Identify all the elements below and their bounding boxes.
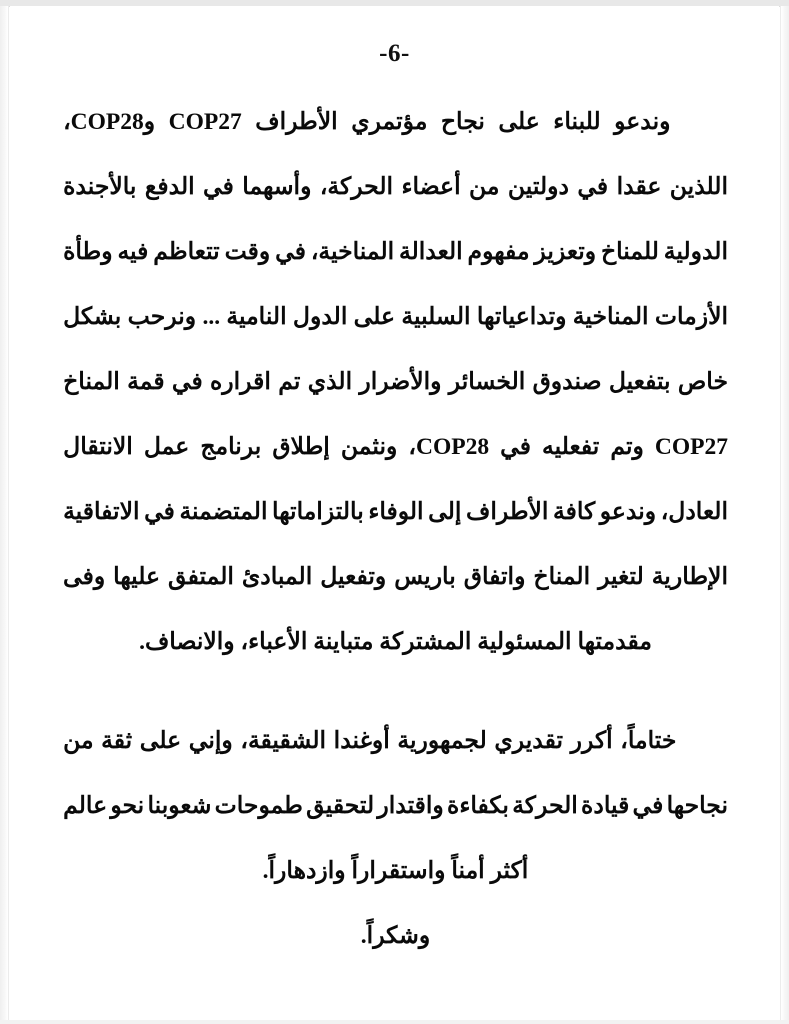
word: تفعليه (542, 434, 600, 460)
word: وأسهما (242, 174, 312, 200)
word: ... (202, 304, 221, 330)
document-line (63, 415, 728, 480)
word: والأضرار (359, 369, 442, 395)
word: شعوبنا (147, 793, 212, 819)
word: قيادة (581, 793, 630, 819)
word: في (203, 174, 234, 200)
word: بكفاءة (447, 793, 509, 819)
word: المناخ (533, 564, 591, 590)
viewer-bottom-edge (0, 1020, 789, 1024)
word: الأطراف (255, 109, 338, 135)
word: في (171, 369, 203, 395)
word: الأزمات (654, 304, 728, 330)
word: العادل، (660, 499, 728, 525)
document-sheet (10, 6, 779, 1020)
word: الذي (307, 369, 353, 395)
word: في (632, 793, 664, 819)
word: لجمهورية (397, 728, 487, 754)
word: اللذين (669, 174, 728, 200)
word: في (144, 499, 175, 525)
word: على (139, 728, 182, 754)
word: وتعزيز (534, 239, 597, 265)
document-line (63, 480, 728, 545)
word: على (498, 109, 540, 135)
word: وطأة (63, 239, 113, 265)
word: الوفاء (368, 499, 424, 525)
document-body-text (63, 90, 728, 969)
word: ونرحب (127, 304, 197, 330)
word: من (63, 728, 94, 754)
word: أكرر (570, 728, 613, 754)
document-line: مقدمتها المسئولية المشتركة متباينة الأعباء، والانصاف. (139, 629, 652, 655)
paragraph-gap (63, 675, 728, 709)
word: إطلاق (272, 434, 330, 460)
word: الشقيقة، (240, 728, 327, 754)
word: صندوق (532, 369, 602, 395)
word: اقراره (209, 369, 271, 395)
word: واتفاق (463, 564, 526, 590)
word: فيه (117, 239, 149, 265)
word: كافة (553, 499, 596, 525)
word: على (353, 304, 396, 330)
word: بالتزاماتها (272, 499, 364, 525)
word: ونثمن (340, 434, 398, 460)
word: وإني (188, 728, 233, 754)
word: أعضاء (401, 174, 461, 200)
word: من (469, 174, 500, 200)
word: واقتدار (377, 793, 444, 819)
word: المتضمنة (179, 499, 268, 525)
word: وCOP28، (63, 109, 156, 135)
page-number: -6- (379, 40, 410, 67)
document-line (63, 90, 728, 155)
viewer-right-edge (780, 6, 789, 1024)
first-line-indent (684, 709, 728, 774)
document-line (63, 545, 728, 610)
word: COP27 (168, 109, 242, 135)
word: بتفعيل (608, 369, 671, 395)
word: الخسائر (448, 369, 526, 395)
word: الإطارية (651, 564, 728, 590)
document-line: أكثر أمناً واستقراراً وازدهاراً. (262, 858, 529, 884)
word: الانتقال (63, 434, 133, 460)
word: باريس (394, 564, 456, 590)
document-line (63, 285, 728, 350)
word: المناخ (63, 369, 120, 395)
word: الدولية (663, 239, 728, 265)
word: الحركة، (319, 174, 394, 200)
word: ختاماً، (620, 728, 677, 754)
word: نجاحها (666, 793, 728, 819)
word: نحو (110, 793, 145, 819)
first-line-indent (684, 90, 728, 155)
document-line (63, 350, 728, 415)
word: عقدا (616, 174, 662, 200)
word: في (577, 174, 609, 200)
viewer-left-edge (0, 6, 9, 1024)
word: إلى (428, 499, 462, 525)
word: لتحقيق (306, 793, 375, 819)
word: قمة (127, 369, 165, 395)
word: المتفق (168, 564, 234, 590)
word: المناخية، (310, 239, 395, 265)
word: COP27 (654, 434, 728, 460)
word: COP28، (408, 434, 490, 460)
word: مؤتمري (351, 109, 428, 135)
word: الاتفاقية (63, 499, 140, 525)
word: برنامج (200, 434, 262, 460)
word: في (500, 434, 531, 460)
word: السلبية (401, 304, 471, 330)
word: لتغير (598, 564, 644, 590)
word: وفى (63, 564, 106, 590)
word: نجاح (440, 109, 485, 135)
word: النامية (226, 304, 287, 330)
word: المبادئ (241, 564, 313, 590)
word: في (275, 239, 306, 265)
document-line: وشكراً. (360, 923, 431, 949)
word: وندعو (599, 499, 657, 525)
document-line (63, 774, 728, 839)
word: المناخية (572, 304, 649, 330)
word: عمل (143, 434, 190, 460)
word: عالم (63, 793, 108, 819)
word: الحركة (512, 793, 578, 819)
word: عليها (113, 564, 161, 590)
word: أوغندا (333, 728, 390, 754)
word: الدول (292, 304, 348, 330)
word: الدفع (144, 174, 195, 200)
word: الأطراف (465, 499, 549, 525)
word: للبناء (553, 109, 601, 135)
word: وندعو (614, 109, 671, 135)
document-line (63, 155, 728, 220)
word: تقديري (494, 728, 564, 754)
word: ثقة (101, 728, 133, 754)
word: تم (278, 369, 301, 395)
word: بشكل (63, 304, 122, 330)
document-line (63, 709, 728, 774)
word: طموحات (214, 793, 303, 819)
word: للمناخ (600, 239, 659, 265)
word: وتم (610, 434, 644, 460)
word: العدالة (399, 239, 463, 265)
word: دولتين (507, 174, 569, 200)
document-line (63, 220, 728, 285)
word: وتداعياتها (476, 304, 567, 330)
word: مفهوم (467, 239, 530, 265)
word: تتعاظم (153, 239, 220, 265)
word: وتفعيل (320, 564, 387, 590)
word: بالأجندة (63, 174, 137, 200)
word: خاص (677, 369, 728, 395)
word: وقت (224, 239, 271, 265)
